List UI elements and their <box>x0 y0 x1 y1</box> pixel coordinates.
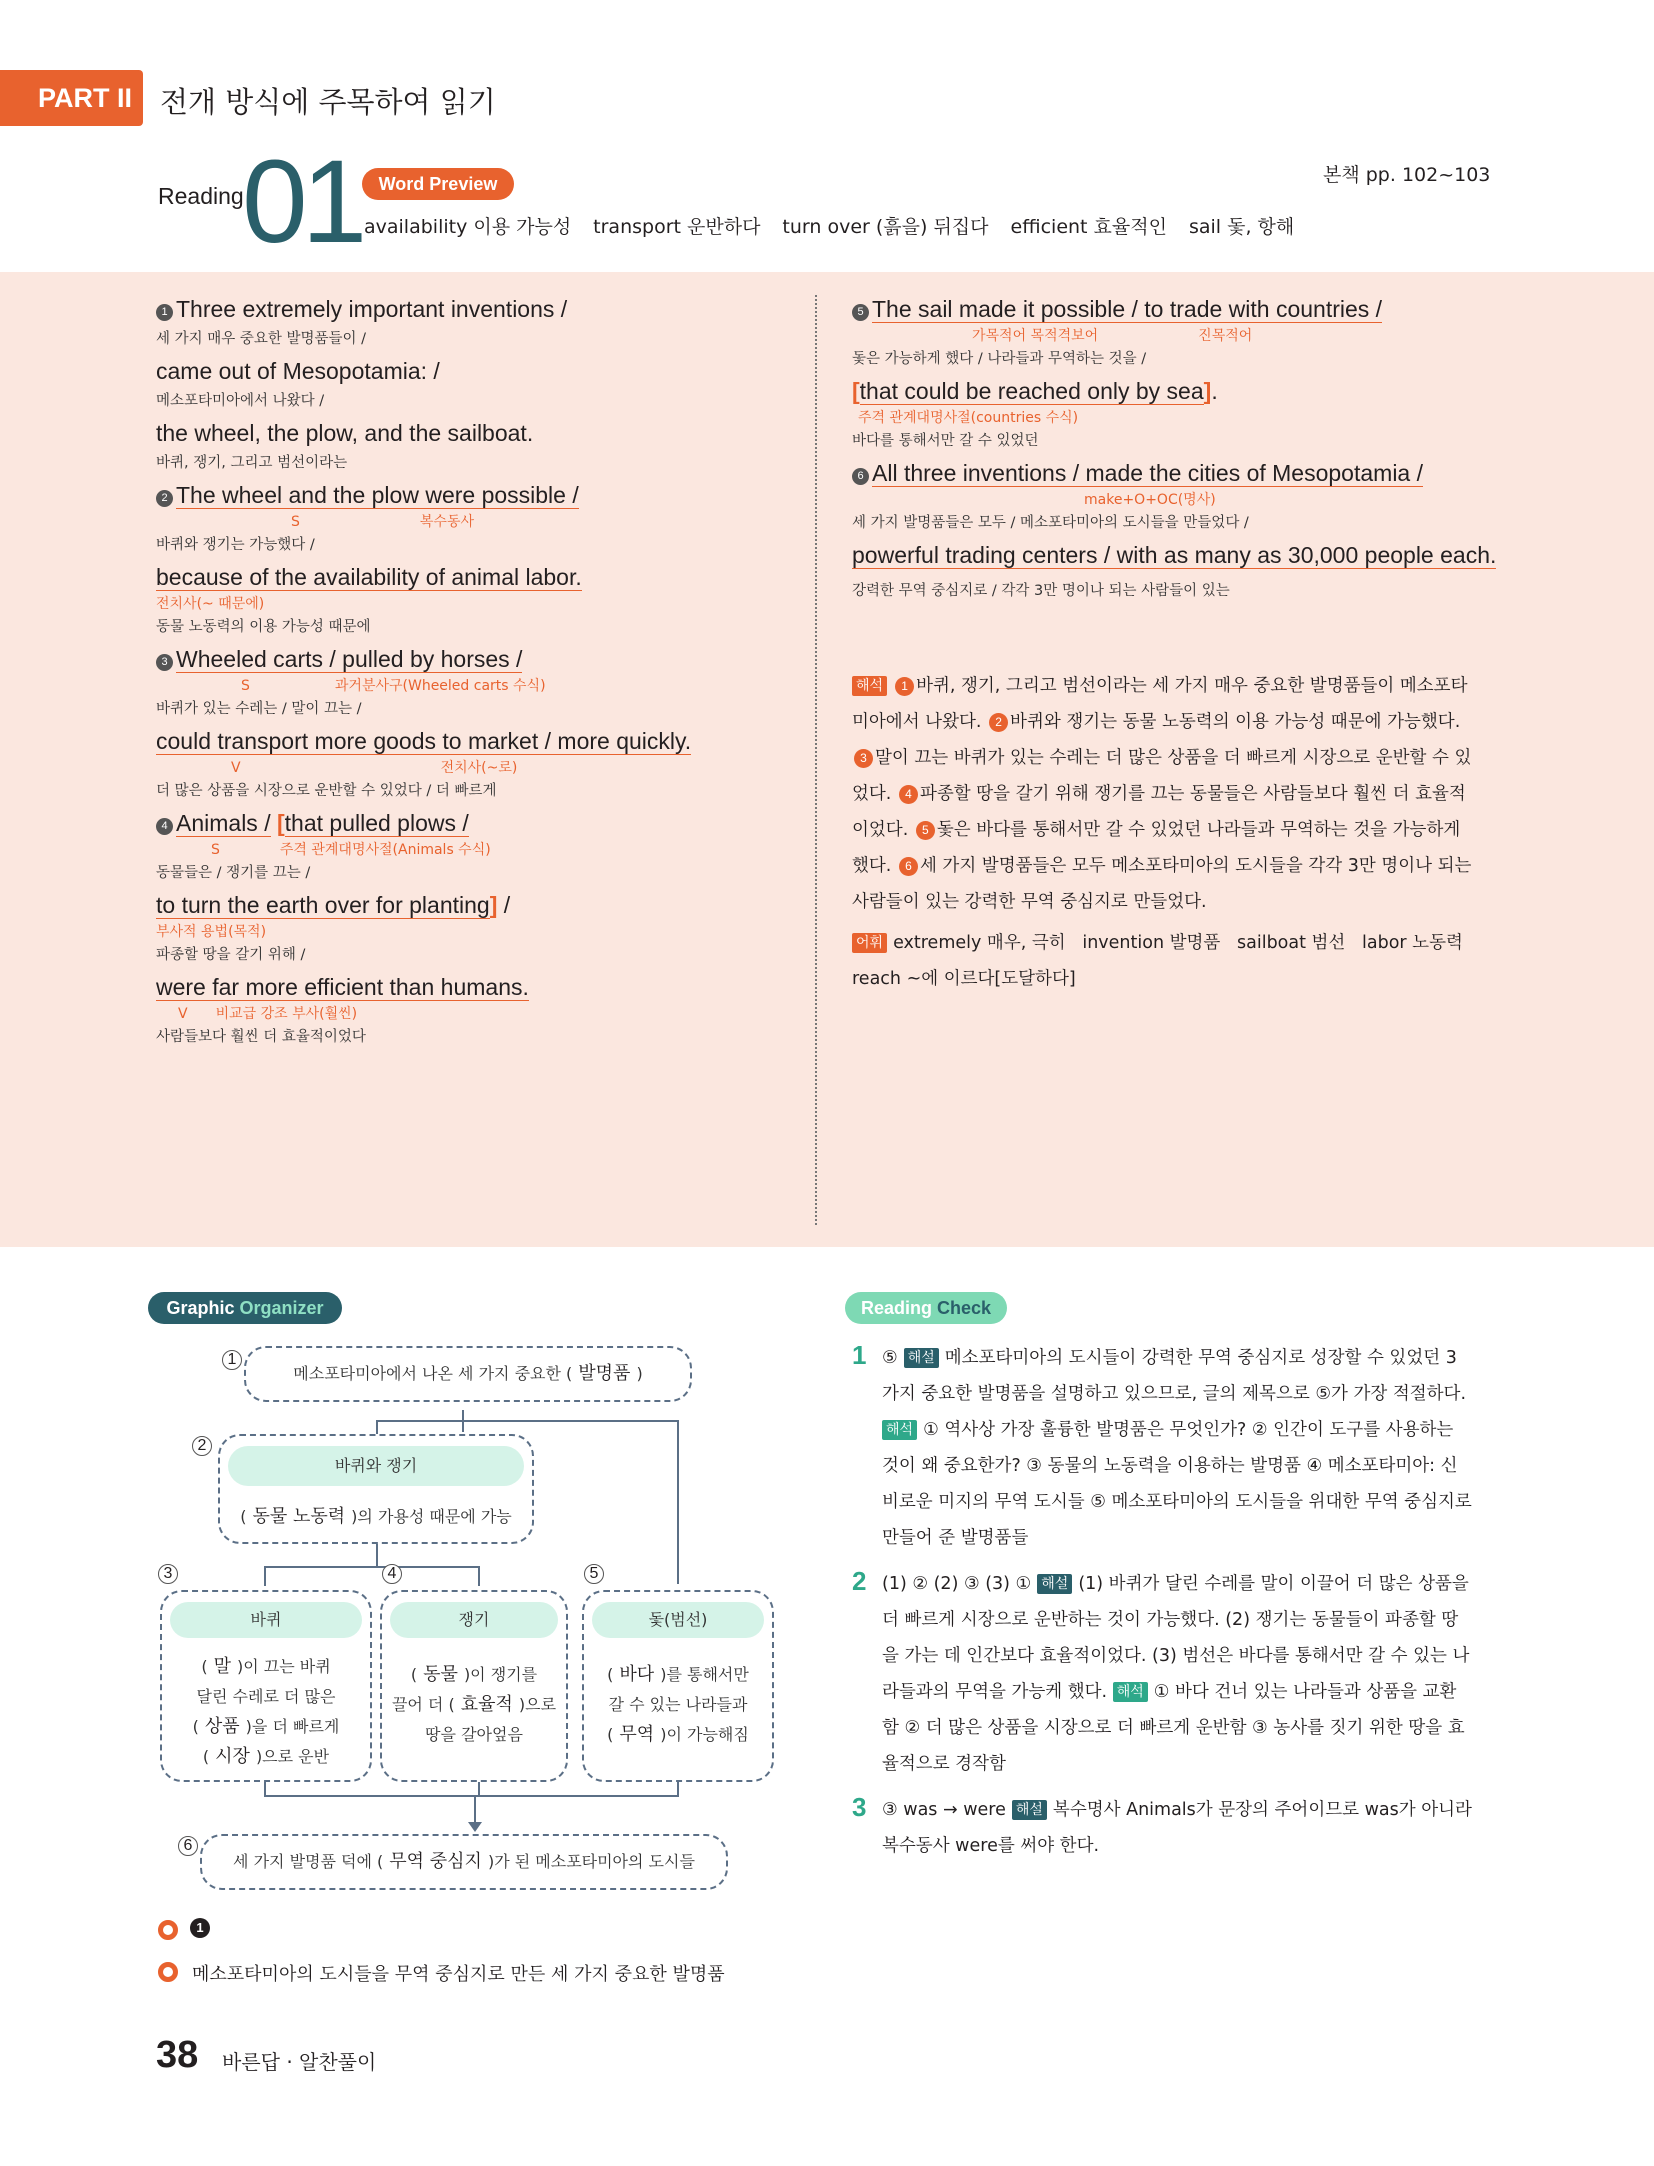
note-number: 1 <box>190 1918 210 1938</box>
grammar-note <box>156 840 836 860</box>
box-text: 땅을 갈아엎음 <box>425 1725 523 1744</box>
sentence-number: 4 <box>156 818 173 835</box>
grammar-label: 주격 관계대명사절(Animals 수식) <box>279 842 491 858</box>
organizer-box-1 <box>244 1346 692 1402</box>
passage-right-column <box>852 292 1532 606</box>
translation-badge: 해석 <box>882 1420 917 1440</box>
graphic-organizer-tag <box>148 1292 342 1324</box>
en-text: because of the availability of animal labor. <box>156 564 582 590</box>
box-text: )가 된 메소포타미아의 도시들 <box>487 1852 695 1871</box>
grammar-label: make+O+OC(명사) <box>1084 492 1216 508</box>
translation-text: ① 바다 건너 있는 나라들과 상품을 교환함 ② 더 많은 상품을 시장으로 더 빠르게 운반함 ③ 농사를 짓기 위한 땅을 효율적으로 경작함 <box>882 1682 1465 1774</box>
box-text: ( <box>201 1657 208 1676</box>
organizer-note: 메소포타미아의 도시들을 무역 중심지로 만든 세 가지 중요한 발명품 <box>192 1964 725 1985</box>
vocabulary-text: extremely 매우, 극히 invention 발명품 sailboat 범선 labor 노동력 reach ~에 이르다[도달하다] <box>852 933 1480 989</box>
sentence-en: came out of Mesopotamia: / <box>156 358 440 384</box>
page-number: 38 <box>156 2034 199 2076</box>
reading-label: Reading <box>158 183 244 209</box>
en-text: could transport more goods to market / more quickly. <box>156 728 692 754</box>
organizer-number: 5 <box>584 1564 604 1584</box>
sentence-en <box>156 888 836 922</box>
grammar-label: V <box>231 760 241 776</box>
box-text: )을 더 빠르게 <box>245 1717 340 1736</box>
sentence-number: 5 <box>852 304 869 321</box>
en-text: Wheeled carts / pulled by horses / <box>176 646 523 672</box>
grammar-label: 주격 관계대명사절(countries 수식) <box>858 410 1079 426</box>
sentence-number: 6 <box>852 468 869 485</box>
sentence-kr: 바퀴와 쟁기는 가능했다 / <box>156 537 315 553</box>
connector-line <box>677 1420 679 1584</box>
en-text: powerful trading centers / with as many as 30,000 people each. <box>852 542 1497 568</box>
sentence-en: the wheel, the plow, and the sailboat. <box>156 420 534 446</box>
sentence-en <box>156 806 836 840</box>
passage-left-column <box>156 292 836 1052</box>
bracket-close: ] <box>1203 378 1212 404</box>
answer-text: 동물 <box>423 1664 458 1685</box>
sentence-number: 2 <box>989 713 1008 732</box>
organizer-box-6 <box>200 1834 728 1890</box>
box-text: )으로 운반 <box>255 1747 330 1766</box>
en-text: were far more efficient than humans. <box>156 974 529 1000</box>
box-title: 바퀴와 쟁기 <box>228 1446 524 1486</box>
sentence-kr: 동물들은 / 쟁기를 끄는 / <box>156 865 311 881</box>
vocab-item: availability 이용 가능성 <box>364 216 572 238</box>
part-title: 전개 방식에 주목하여 읽기 <box>160 85 496 119</box>
translation-text: ① 역사상 가장 훌륭한 발명품은 무엇인가? ② 인간이 도구를 사용하는 것이 왜 중요한가? ③ 동물의 노동력을 이용하는 발명품 ④ 메소포타미아: 신비로운 미지의 무역 도시들 ⑤ 메소포타미아의 도시들을 위대한 무역 중심지로 만들어 준 발명품들 <box>882 1420 1472 1548</box>
box-text <box>220 1502 532 1528</box>
translation-text: 세 가지 발명품들은 모두 메소포타미아의 도시들을 각각 3만 명이나 되는 사람들이 있는 강력한 무역 중심지로 만들었다. <box>852 856 1472 912</box>
tag-text: Reading <box>860 1298 937 1318</box>
organizer-number: 4 <box>382 1564 402 1584</box>
box-text: ( <box>607 1665 614 1684</box>
sentence-en <box>156 292 836 326</box>
translation-block <box>852 668 1476 920</box>
en-text: to turn the earth over for planting <box>156 892 490 918</box>
box-text: ( <box>607 1725 614 1744</box>
connector-line <box>264 1566 266 1586</box>
grammar-note <box>156 676 836 696</box>
box-text <box>584 1660 772 1750</box>
box-title: 돛(범선) <box>592 1602 764 1638</box>
answer-text: 상품 <box>204 1716 240 1737</box>
sentence-kr: 바다를 통해서만 갈 수 있었던 <box>852 433 1039 449</box>
sentence-number: 6 <box>899 857 918 876</box>
box-title: 바퀴 <box>170 1602 362 1638</box>
arrow-down-icon <box>468 1822 482 1832</box>
grammar-note <box>156 1004 836 1024</box>
sentence-kr: 사람들보다 훨씬 더 효율적이었다 <box>156 1029 366 1045</box>
box-text: ( <box>240 1507 247 1526</box>
connector-line <box>264 1782 266 1796</box>
answer-text: 동물 노동력 <box>252 1506 346 1527</box>
translation-badge: 해석 <box>852 676 887 696</box>
explanation-badge: 해설 <box>1012 1800 1047 1820</box>
sentence-en <box>156 642 836 676</box>
connector-line <box>376 1540 378 1568</box>
connector-line <box>478 1782 480 1796</box>
page-reference: 본책 pp. 102~103 <box>1323 164 1491 186</box>
grammar-note: 전치사(~ 때문에) <box>156 596 265 612</box>
sentence-en <box>156 724 836 758</box>
translation-text: 바퀴와 쟁기는 동물 노동력의 이용 가능성 때문에 가능했다. <box>1010 712 1461 732</box>
explanation-badge: 해설 <box>904 1348 939 1368</box>
vocab-item: sail 돛, 항해 <box>1188 216 1295 238</box>
organizer-box-3 <box>160 1590 372 1782</box>
sentence-kr: 강력한 무역 중심지로 / 각각 3만 명이나 되는 사람들이 있는 <box>852 583 1230 599</box>
sentence-en <box>852 538 1532 572</box>
organizer-box-2 <box>218 1434 534 1544</box>
box-text: )이 쟁기를 <box>463 1665 538 1684</box>
grammar-label: S <box>291 514 300 530</box>
bracket-open: [ <box>852 378 860 404</box>
translation-text: 파종할 땅을 갈기 위해 쟁기를 끄는 동물들은 사람들보다 훨씬 더 효율적이었다. <box>852 784 1466 840</box>
grammar-note: 부사적 용법(목적) <box>156 924 267 940</box>
bracket-close: ] <box>489 892 498 918</box>
part-tag: PART II <box>0 70 143 126</box>
grammar-note <box>156 512 836 532</box>
sentence-en <box>156 478 836 512</box>
reading-number: 01 <box>242 136 362 268</box>
sentence-kr: 파종할 땅을 갈기 위해 / <box>156 947 306 963</box>
answer-text: 무역 <box>619 1724 655 1745</box>
box-text <box>382 1660 566 1750</box>
bullet-circle-icon <box>158 1962 178 1982</box>
answer-text: ⑤ <box>882 1348 898 1368</box>
answer-text: 시장 <box>215 1746 250 1767</box>
organizer-number: 3 <box>158 1564 178 1584</box>
answer-text: 효율적 <box>460 1694 513 1715</box>
organizer-number: 6 <box>178 1836 198 1856</box>
connector-line <box>264 1795 679 1797</box>
tag-text: Check <box>936 1298 992 1318</box>
box-text: )이 끄는 바퀴 <box>236 1657 331 1676</box>
translation-text: 바퀴, 쟁기, 그리고 범선이라는 세 가지 매우 중요한 발명품들이 메소포타미아에서 나왔다. <box>852 676 1468 732</box>
bracket-open: [ <box>276 810 285 836</box>
question-number: 1 <box>852 1340 867 1370</box>
organizer-number: 1 <box>222 1350 242 1370</box>
book-title: 바른답 · 알찬풀이 <box>222 2050 377 2074</box>
box-text: ( <box>410 1665 418 1684</box>
box-text: 갈 수 있는 나라들과 <box>608 1695 748 1714</box>
sentence-en <box>852 292 1532 326</box>
translation-text: 말이 끄는 바퀴가 있는 수레는 더 많은 상품을 더 빠르게 시장으로 운반할 수 있었다. <box>852 748 1472 804</box>
question-3-answer <box>882 1792 1472 1864</box>
en-text: The sail made it possible / to trade with countries / <box>872 296 1383 322</box>
vocab-item: turn over (흙을) 뒤집다 <box>782 216 989 238</box>
box-text: ) <box>636 1364 643 1383</box>
en-text: Animals / <box>176 810 271 836</box>
sentence-number: 4 <box>899 785 918 804</box>
reading-check-tag <box>845 1292 1007 1324</box>
sentence-kr: 세 가지 매우 중요한 발명품들이 / <box>156 331 367 347</box>
box-text: )으로 <box>518 1695 557 1714</box>
question-number: 3 <box>852 1792 867 1822</box>
en-text: . <box>1211 378 1218 404</box>
organizer-box-5 <box>582 1590 774 1782</box>
sentence-kr: 돛은 가능하게 했다 / 나라들과 무역하는 것을 / <box>852 351 1147 367</box>
box-text: )이 가능해짐 <box>660 1725 749 1744</box>
grammar-label: V <box>178 1006 188 1022</box>
connector-line <box>376 1420 378 1434</box>
answer-text: 바다 <box>619 1664 655 1685</box>
question-1-answer <box>882 1340 1472 1556</box>
sentence-en <box>156 560 836 594</box>
sentence-number: 5 <box>916 821 935 840</box>
sentence-kr: 더 많은 상품을 시장으로 운반할 수 있었다 / 더 빠르게 <box>156 783 497 799</box>
grammar-label: S <box>211 842 220 858</box>
grammar-note <box>156 758 836 778</box>
grammar-label: S <box>241 678 250 694</box>
connector-line <box>264 1566 480 1568</box>
sentence-kr: 동물 노동력의 이용 가능성 때문에 <box>156 619 371 635</box>
sentence-en <box>156 970 836 1004</box>
en-text: that pulled plows / <box>284 810 469 836</box>
box-text: 끌어 더 ( <box>391 1695 455 1714</box>
box-text <box>162 1652 370 1772</box>
vocabulary-badge: 어휘 <box>852 933 887 953</box>
box-title: 쟁기 <box>390 1602 558 1638</box>
sentence-kr: 세 가지 발명품들은 모두 / 메소포타미아의 도시들을 만들었다 / <box>852 515 1249 531</box>
vocab-item: transport 운반하다 <box>593 216 761 238</box>
bullet-circle-icon <box>158 1920 178 1940</box>
answer-text: 말 <box>213 1656 231 1677</box>
sentence-number: 1 <box>895 677 914 696</box>
connector-line <box>376 1420 678 1422</box>
box-text: )의 가용성 때문에 가능 <box>351 1507 512 1526</box>
sentence-kr: 바퀴가 있는 수레는 / 말이 끄는 / <box>156 701 362 717</box>
organizer-box-4 <box>380 1590 568 1782</box>
grammar-label: 전치사(~로) <box>440 760 518 776</box>
grammar-label: 복수동사 <box>419 514 474 530</box>
answer-text: 발명품 <box>578 1363 631 1384</box>
explanation-badge: 해설 <box>1037 1574 1072 1594</box>
en-text: / <box>497 892 511 918</box>
connector-line <box>478 1566 480 1586</box>
answer-text: ③ was → were <box>882 1800 1006 1820</box>
translation-badge: 해석 <box>1113 1682 1148 1702</box>
sentence-number: 2 <box>156 490 173 507</box>
vocabulary-block <box>852 925 1480 997</box>
grammar-label: 과거분사구(Wheeled carts 수식) <box>334 678 546 694</box>
box-text: )를 통해서만 <box>660 1665 749 1684</box>
sentence-number: 3 <box>156 654 173 671</box>
sentence-number: 3 <box>854 749 873 768</box>
sentence-en <box>852 374 1532 408</box>
sentence-number: 1 <box>156 304 173 321</box>
word-preview-list <box>364 212 1294 239</box>
sentence-kr: 바퀴, 쟁기, 그리고 범선이라는 <box>156 455 348 471</box>
grammar-label: 가목적어 목적격보어 <box>972 328 1099 344</box>
explanation-text: (1) 바퀴가 달린 수레를 말이 이끌어 더 많은 상품을 더 빠르게 시장으로 운반하는 것이 가능했다. (2) 쟁기는 동물들이 파종할 땅을 가는 데 인간보다 효율적이었다. (3) 범선은 바다를 통해서만 갈 수 있는 나라들과의 무역을 가능케 했다. <box>882 1574 1470 1702</box>
explanation-text: 메소포타미아의 도시들이 강력한 무역 중심지로 성장할 수 있었던 3가지 중요한 발명품을 설명하고 있으므로, 글의 제목으로 ⑤가 가장 적절하다. <box>882 1348 1467 1404</box>
organizer-number: 2 <box>192 1436 212 1456</box>
tag-text: Organizer <box>239 1298 324 1318</box>
grammar-label: 진목적어 <box>1198 328 1253 344</box>
grammar-note <box>852 408 1532 428</box>
box-text: 달린 수레로 더 많은 <box>196 1687 336 1706</box>
en-text: that could be reached only by sea <box>859 378 1204 404</box>
en-text: The wheel and the plow were possible / <box>176 482 579 508</box>
grammar-note <box>852 326 1532 346</box>
sentence-en <box>852 456 1532 490</box>
box-text: 세 가지 발명품 덕에 ( <box>233 1852 384 1871</box>
answer-text: (1) ② (2) ③ (3) ① <box>882 1574 1032 1594</box>
en-text: All three inventions / made the cities of Mesopotamia / <box>872 460 1424 486</box>
connector-line <box>474 1795 476 1825</box>
question-2-answer <box>882 1566 1472 1782</box>
explanation-text: 복수명사 Animals가 문장의 주어이므로 was가 아니라 복수동사 were를 써야 한다. <box>882 1800 1472 1856</box>
box-text: 메소포타미아에서 나온 세 가지 중요한 ( <box>293 1364 573 1383</box>
connector-line <box>677 1782 679 1796</box>
grammar-note <box>852 490 1532 510</box>
box-text: ( <box>202 1747 210 1766</box>
tag-text: Graphic <box>166 1298 240 1318</box>
word-preview-tag: Word Preview <box>362 168 514 200</box>
organizer-note <box>190 1918 213 1939</box>
question-number: 2 <box>852 1566 867 1596</box>
answer-text: 무역 중심지 <box>389 1851 482 1872</box>
grammar-label: 비교급 강조 부사(훨씬) <box>215 1006 358 1022</box>
vocab-item: efficient 효율적인 <box>1010 216 1167 238</box>
en-text: Three extremely important inventions / <box>176 296 568 322</box>
box-text: ( <box>192 1717 199 1736</box>
translation-text: 돛은 바다를 통해서만 갈 수 있었던 나라들과 무역하는 것을 가능하게 했다. <box>852 820 1461 876</box>
sentence-kr: 메소포타미아에서 나왔다 / <box>156 393 325 409</box>
